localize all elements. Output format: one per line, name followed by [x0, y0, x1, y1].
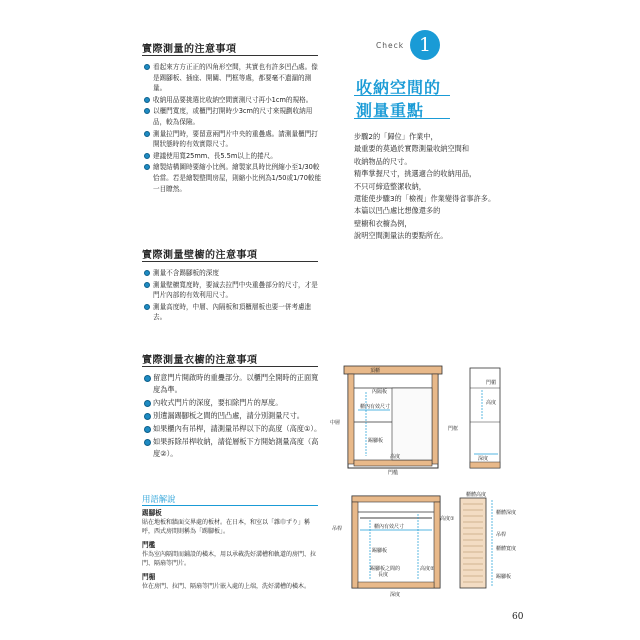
list-item: [144, 62, 322, 94]
headline-line2: 測量重點: [356, 101, 425, 120]
term-entry: [142, 509, 318, 537]
list-item: [144, 302, 322, 323]
bullet-icon: [144, 439, 151, 446]
bullet-icon: [144, 64, 150, 70]
label-frame: 門框: [448, 426, 459, 432]
label-top-cabinet: 頂櫃: [370, 368, 381, 374]
bullet-icon: [144, 413, 151, 420]
intro-line: 步驟2的「歸位」作業中，: [354, 132, 438, 141]
list-item: [144, 106, 322, 127]
list-item: [144, 372, 322, 396]
term-name: 門檻: [142, 541, 156, 549]
intro-line: 還能使步驟3的「檢視」作業變得省事許多。: [354, 194, 496, 204]
section1-title: 實際測量的注意事項: [142, 44, 237, 55]
list-item: [144, 423, 322, 435]
list-item-text: 留意門片開啟時的重疊部分。以櫃門全開時的正面寬度為準。: [153, 373, 319, 394]
list-item-text: 如果櫃內有吊桿，請測量吊桿以下的高度（高度①）。: [153, 424, 322, 433]
bullet-icon: [144, 426, 151, 433]
label-inner-width: 櫃內有效尺寸: [374, 524, 405, 530]
term-name: 踢腳板: [142, 509, 162, 517]
list-item-text: 內收式門片的深度，要扣除門片的厚度。: [153, 398, 283, 407]
label-inner-partition: 內隔板: [372, 389, 388, 395]
term-name: 門楣: [142, 573, 156, 581]
term-desc: 位在房門、拉門、隔扇等門片嵌入處的上端，洗好溝槽的橫木。: [142, 583, 311, 591]
section3-title: 實際測量衣櫥的注意事項: [142, 355, 258, 366]
bullet-icon: [144, 270, 150, 276]
label-bottom-note2: 長度: [378, 572, 389, 578]
list-item-text: 建議使用寬25mm、長5.5m以上的捲尺。: [153, 151, 277, 160]
label-shelf-height: 高度②: [420, 566, 435, 572]
intro-line: 說明空間測量法的要點所在。: [354, 231, 448, 241]
list-item: [144, 162, 322, 194]
bullet-icon: [144, 375, 151, 382]
frame-left: [348, 374, 354, 464]
bullet-icon: [144, 153, 150, 159]
label-top-width: 櫃體寬度: [496, 546, 517, 552]
term-desc: 作為室內隔間而鋪設的橫木，用以承載洗好溝槽和軌道的房門、拉門、隔扇等門片。: [142, 551, 317, 568]
bullet-icon: [144, 131, 150, 137]
wardrobe-diagram: [330, 490, 520, 600]
list-item-text: 測量不含踢腳板的深度: [153, 269, 219, 277]
intro-line: 最重要的莫過於實際測量收納空間和: [354, 144, 470, 154]
wardrobe-top: [352, 496, 440, 502]
bullet-icon: [144, 164, 150, 170]
intro-text: [354, 131, 524, 243]
list-item: [144, 410, 322, 422]
list-item: [144, 397, 322, 409]
side-baseboard: [470, 462, 500, 468]
label-bottom-note1: 踢腳板之間的: [370, 566, 401, 572]
label-baseboard: 踢腳板: [368, 438, 384, 444]
list-item-text: 看起來方方正正的四角形空間，其實也有許多凹凸處。像是踢腳板、插座、開關、門框等處，都要毫不遺漏的測量。: [153, 63, 318, 93]
label-height: 高度: [390, 454, 401, 460]
louvered-door: [460, 498, 486, 588]
list-item-text: 測量壁櫥寬度時，要減去拉門中央重疊部分的尺寸，才是門片內部的有效利用尺寸。: [153, 280, 318, 300]
intro-line: 壁櫥和衣櫥為例，: [354, 218, 412, 228]
section3-rule: [142, 366, 318, 367]
terms-rule: [142, 505, 318, 506]
list-item: [144, 268, 322, 279]
check-label: Check: [376, 41, 405, 50]
wardrobe-frame: [352, 496, 440, 588]
list-item: [144, 95, 322, 106]
section1-rule: [142, 55, 318, 56]
label-rod: 吊桿: [496, 532, 507, 538]
sliding-door: [392, 388, 432, 460]
label-depth: 深度: [390, 592, 401, 598]
list-item-text: 以櫃門寬度，或櫃門打開時少3cm的尺寸來規劃收納用品，較為保險。: [153, 107, 313, 126]
wardrobe-right-side: [434, 502, 440, 588]
list-item: [144, 129, 322, 150]
lintel-bar: [344, 366, 442, 374]
list-item-text: 收納用品要挑選比收納空間實測尺寸再小1cm的規格。: [153, 95, 313, 104]
headline-rule: [354, 95, 450, 96]
intro-line: 本篇以凹凸處比想像還多的: [354, 206, 441, 216]
term-entry: [142, 541, 318, 569]
section1-list: [144, 62, 322, 195]
frame-right: [432, 374, 438, 464]
label-inner-height: 高度: [486, 400, 497, 406]
wardrobe-baseboard: [358, 582, 434, 588]
label-baseboard: 踢腳板: [372, 548, 388, 554]
bullet-icon: [144, 97, 150, 103]
section2-list: [144, 268, 322, 324]
term-entry: [142, 573, 318, 591]
list-item-text: 測量高度時，中層、內隔板和頂櫃層板也要一併考慮進去。: [153, 302, 312, 322]
label-rod-height: 高度①: [440, 516, 455, 522]
label-cabinet-depth: 櫃體深度: [496, 510, 517, 516]
list-item: [144, 151, 322, 162]
label-door-frame: 門檻: [388, 470, 399, 476]
intro-line: 不只可締造整潔收納，: [354, 181, 426, 191]
list-item: [144, 436, 322, 460]
list-item-text: 如果拆除吊桿收納，請從層板下方開始測量高度（高度②）。: [153, 437, 319, 458]
sill-bar: [354, 460, 432, 466]
bullet-icon: [144, 282, 150, 288]
list-item: [144, 280, 322, 301]
terms-title: 用語解說: [142, 494, 176, 504]
label-middle-layer: 中層: [330, 420, 341, 426]
headline-line1: 收納空間的: [356, 78, 442, 97]
label-lintel: 門楣: [486, 380, 497, 386]
list-item-text: 繪製結構圖時要縮小比例。繪製家具時比例縮小至1/30較恰當。若是繪製整間房屋，則縮小比例為1/50或1/70較能一目瞭然。: [153, 163, 322, 193]
intro-line: 收納物品的尺寸。: [354, 156, 412, 166]
label-baseboard-right: 踢腳板: [496, 574, 512, 580]
bullet-icon: [144, 400, 151, 407]
label-cabinet-height: 櫃體高度: [466, 492, 487, 498]
page-number: 60: [512, 612, 524, 622]
list-item-text: 測量拉門時，要留意兩門片中央的重疊處。請測量櫃門打開狀態時的有效實際尺寸。: [153, 129, 318, 149]
closet-diagram: [330, 360, 520, 485]
label-depth: 深度: [478, 456, 489, 462]
check-number-badge: 1: [410, 30, 440, 60]
list-item-text: 別遺漏踢腳板之間的凹凸處，請分別測量尺寸。: [153, 411, 304, 420]
bullet-icon: [144, 304, 150, 310]
term-desc: 貼在地板和牆面交界處的板材。在日本，和室以「雜巾ずり」稱呼，西式房間則稱為「踢腳板」。: [142, 519, 311, 536]
section2-title: 實際測量壁櫥的注意事項: [142, 250, 258, 261]
headline-rule: [354, 118, 450, 119]
intro-line: 精準掌握尺寸，挑選適合的收納用品，: [354, 169, 477, 179]
section2-rule: [142, 261, 318, 262]
label-hanger-side: 吊桿: [332, 526, 343, 532]
section3-list: [144, 372, 322, 461]
bullet-icon: [144, 108, 150, 114]
label-inner-size: 櫃內有效尺寸: [360, 404, 391, 410]
wardrobe-left-side: [352, 502, 358, 588]
